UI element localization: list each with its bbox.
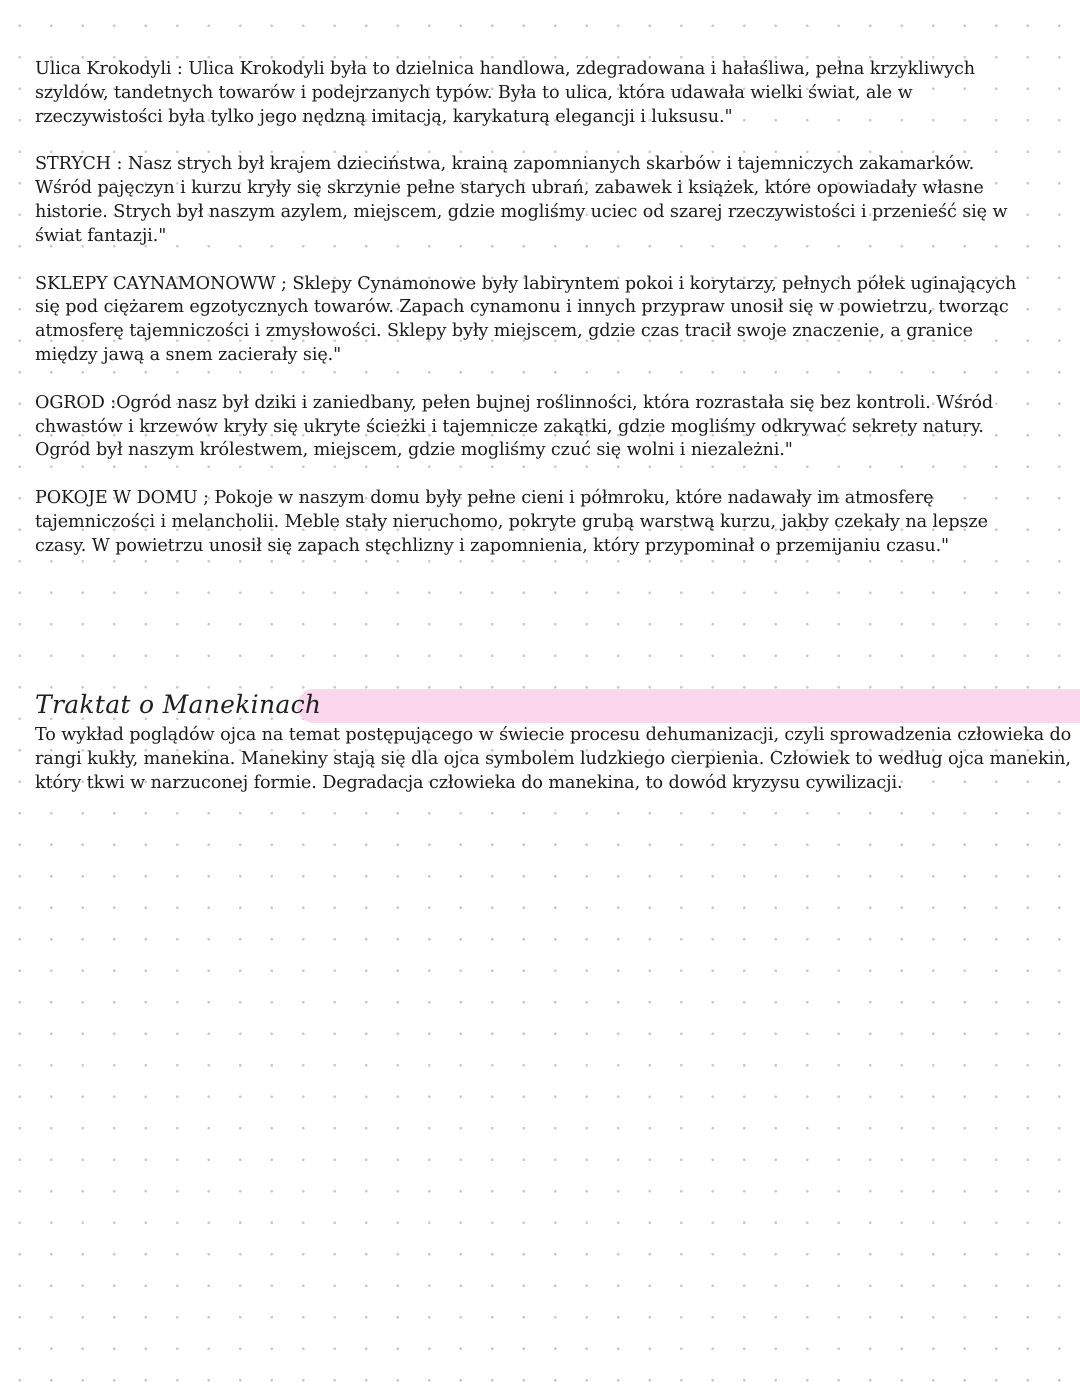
- note-page: [35, 58, 1072, 793]
- paragraph-text: Ulica Krokodyli była to dzielnica handlowa, zdegradowana i hałaśliwa, pełna krzykliwych szyldów, tandetnych towarów i podejrzanych typów. Była to ulica, która udawała wielki świat, ale w rzeczywistości była tylko jego nędzną imitacją, karykaturą elegancji i luksusu.": [35, 59, 976, 127]
- paragraph-label: POKOJE W DOMU ;: [35, 488, 209, 509]
- paragraph-sklepy-cynamonowe: [35, 273, 1025, 368]
- section-traktat-o-manekinach: [35, 688, 1080, 819]
- heading-highlight-bar: [297, 689, 1080, 723]
- section-heading-row: [35, 688, 1080, 724]
- paragraph-text: Nasz strych był krajem dzieciństwa, krainą zapomnianych skarbów i tajemniczych zakamarków. Wśród pajęczyn i kurzu kryły się skrzynie pełne starych ubrań, zabawek i książek, które opowiadały własne historie. Strych był naszym azylem, miejscem, gdzie mogliśmy uciec od szarej rzeczywistości i przenieść się w świat fantazji.": [35, 154, 1008, 246]
- paragraph-label: Ulica Krokodyli :: [35, 59, 183, 79]
- paragraph-strych: [35, 153, 1025, 248]
- paragraph-text: Ogród nasz był dziki i zaniedbany, pełen bujnej roślinności, która rozrastała się bez kontroli. Wśród chwastów i krzewów kryły się ukryte ścieżki i tajemnicze zakątki, gdzie mogliśmy odkrywać sekrety natury. Ogród był naszym królestwem, miejscem, gdzie mogliśmy czuć się wolni i niezależni.": [35, 392, 994, 461]
- paragraph-text: Pokoje w naszym domu były pełne cieni i półmroku, które nadawały im atmosferę tajemniczości i melancholii. Meble stały nieruchomo, pokryte grubą warstwą kurzu, jakby czekały na lepsze czasy. W powietrzu unosił się zapach stęchlizny i zapomnienia, który przypominał o przemijaniu czasu.": [35, 488, 988, 556]
- paragraph-text: Sklepy Cynamonowe były labiryntem pokoi i korytarzy, pełnych półek uginających się pod ciężarem egzotycznych towarów. Zapach cynamonu i innych przypraw unosił się w powietrzu, tworząc atmosferę tajemniczości i zmysłowości. Sklepy były miejscem, gdzie czas tracił swoje znaczenie, a granice między jawą a snem zacierały się.": [35, 273, 1017, 365]
- paragraph-ogrod: [35, 392, 1025, 463]
- paragraph-ulica-krokodyli: [35, 58, 1025, 129]
- section-heading: Traktat o Manekinach: [35, 690, 322, 719]
- paragraph-pokoje-w-domu: [35, 487, 1025, 558]
- paragraph-label: STRYCH :: [35, 154, 123, 175]
- section-paragraph: To wykład poglądów ojca na temat postępującego w świecie procesu dehumanizacji, czyli sprowadzenia człowieka do rangi kukły, manekina. Manekiny stają się dla ojca symbolem ludzkiego cierpienia. Człowiek to według ojca manekin, który tkwi w narzuconej formie. Degradacja człowieka do manekina, to dowód kryzysu cywilizacji.: [35, 725, 1072, 793]
- paragraph-label: OGROD :: [35, 392, 117, 413]
- paragraph-label: SKLEPY CAYNAMONOWW ;: [35, 273, 287, 294]
